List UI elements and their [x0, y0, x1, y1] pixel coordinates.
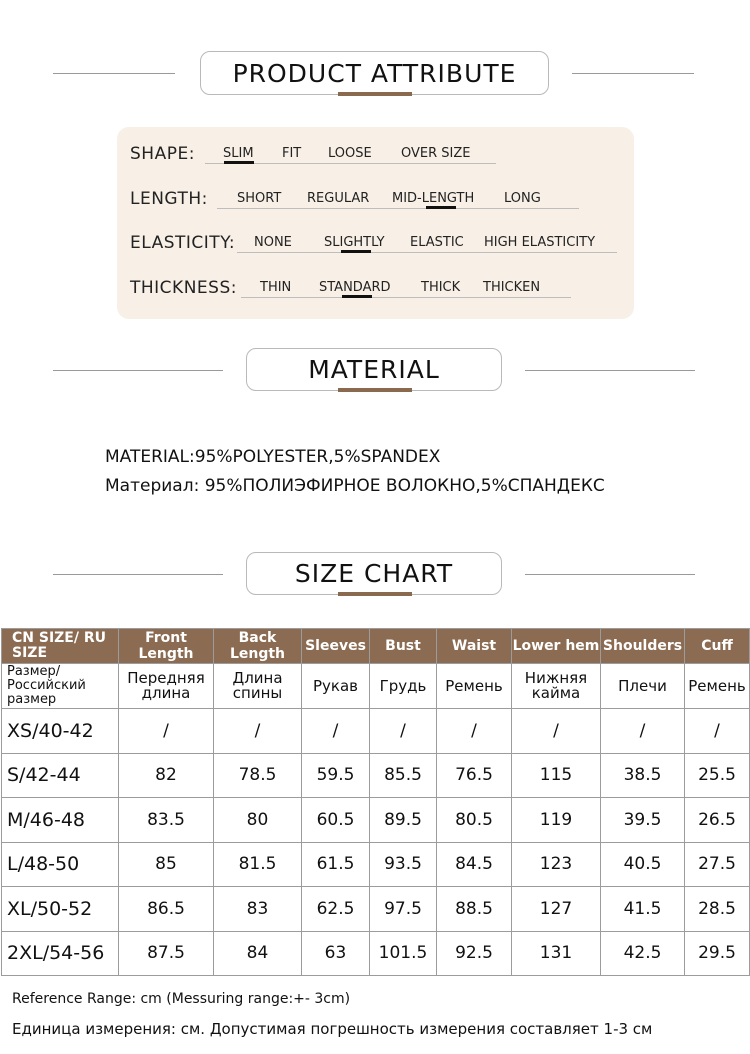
table-cell: 85	[119, 842, 214, 887]
reference-range-note: Reference Range: cm (Messuring range:+- 3cm)	[12, 991, 351, 1007]
title-underline	[338, 388, 412, 392]
table-cell: 127	[512, 887, 601, 932]
table-cell: /	[370, 709, 437, 754]
material-section-title: MATERIAL	[246, 348, 502, 391]
table-row	[2, 798, 750, 843]
size-cell: L/48-50	[2, 842, 119, 887]
table-cell: 97.5	[370, 887, 437, 932]
attribute-row-length	[117, 186, 634, 216]
table-cell: /	[214, 709, 302, 754]
header-cell: Нижняя кайма	[512, 664, 601, 709]
attribute-option: SLIGHTLY	[324, 235, 385, 250]
table-header-ru	[2, 664, 750, 709]
table-header-en	[2, 629, 750, 664]
selected-marker	[426, 206, 456, 209]
header-cell: Ремень	[685, 664, 750, 709]
title-underline	[338, 592, 412, 596]
table-cell: 85.5	[370, 753, 437, 798]
table-cell: 119	[512, 798, 601, 843]
table-cell: 81.5	[214, 842, 302, 887]
size-section-title: SIZE CHART	[246, 552, 502, 595]
table-cell: 42.5	[601, 931, 685, 976]
table-cell: 63	[302, 931, 370, 976]
attribute-option: ELASTIC	[410, 235, 464, 250]
table-cell: 40.5	[601, 842, 685, 887]
header-cell: Shoulders	[601, 629, 685, 664]
header-cell: Размер/ Российский размер	[2, 664, 119, 709]
size-cell: S/42-44	[2, 753, 119, 798]
attribute-option: SHORT	[237, 191, 282, 206]
attribute-option: NONE	[254, 235, 292, 250]
table-cell: /	[437, 709, 512, 754]
attribute-option: THICKEN	[483, 280, 541, 295]
header-cell: Ремень	[437, 664, 512, 709]
attribute-rule	[217, 208, 579, 209]
header-cell: Bust	[370, 629, 437, 664]
attribute-option: THIN	[260, 280, 292, 295]
table-row	[2, 709, 750, 754]
attribute-option: REGULAR	[307, 191, 370, 206]
attribute-option: MID-LENGTH	[392, 191, 475, 206]
header-cell: Sleeves	[302, 629, 370, 664]
table-cell: /	[119, 709, 214, 754]
table-cell: 131	[512, 931, 601, 976]
table-cell: 93.5	[370, 842, 437, 887]
table-cell: 60.5	[302, 798, 370, 843]
header-cell: CN SIZE/ RU SIZE	[2, 629, 119, 664]
attribute-option: THICK	[421, 280, 461, 295]
attribute-label: LENGTH:	[130, 189, 208, 209]
selected-marker	[224, 161, 254, 164]
size-chart-table	[1, 628, 750, 976]
attribute-option: FIT	[282, 146, 302, 161]
attribute-row-thickness	[117, 275, 634, 305]
table-row	[2, 887, 750, 932]
header-cell: Lower hem	[512, 629, 601, 664]
size-cell: XL/50-52	[2, 887, 119, 932]
attribute-label: THICKNESS:	[130, 278, 237, 298]
attribute-section-title: PRODUCT ATTRIBUTE	[200, 51, 549, 95]
material-ru: Материал: 95%ПОЛИЭФИРНОЕ ВОЛОКНО,5%СПАНДЕКС	[105, 476, 605, 496]
header-cell: Front Length	[119, 629, 214, 664]
table-cell: 84	[214, 931, 302, 976]
table-cell: 92.5	[437, 931, 512, 976]
header-cell: Длина спины	[214, 664, 302, 709]
selected-marker	[342, 295, 372, 298]
table-cell: 29.5	[685, 931, 750, 976]
table-cell: 25.5	[685, 753, 750, 798]
divider-right	[572, 73, 694, 74]
table-cell: 89.5	[370, 798, 437, 843]
attribute-option: OVER SIZE	[401, 146, 471, 161]
selected-marker	[341, 250, 371, 253]
size-cell: XS/40-42	[2, 709, 119, 754]
material-en: MATERIAL:95%POLYESTER,5%SPANDEX	[105, 447, 441, 467]
divider-left	[53, 370, 223, 371]
table-cell: 59.5	[302, 753, 370, 798]
table-cell: 83.5	[119, 798, 214, 843]
table-cell: 80	[214, 798, 302, 843]
table-cell: 26.5	[685, 798, 750, 843]
table-cell: 101.5	[370, 931, 437, 976]
table-cell: 86.5	[119, 887, 214, 932]
attribute-option: LOOSE	[328, 146, 372, 161]
divider-right	[525, 370, 695, 371]
header-cell: Cuff	[685, 629, 750, 664]
table-cell: 82	[119, 753, 214, 798]
table-cell: 28.5	[685, 887, 750, 932]
attribute-option: SLIM	[223, 146, 254, 161]
divider-right	[525, 574, 695, 575]
table-cell: 84.5	[437, 842, 512, 887]
table-cell: 41.5	[601, 887, 685, 932]
table-cell: 39.5	[601, 798, 685, 843]
divider-left	[53, 574, 223, 575]
size-cell: M/46-48	[2, 798, 119, 843]
table-cell: 78.5	[214, 753, 302, 798]
table-cell: 88.5	[437, 887, 512, 932]
attribute-row-shape	[117, 141, 634, 171]
attribute-label: SHAPE:	[130, 144, 195, 164]
divider-left	[53, 73, 175, 74]
table-row	[2, 753, 750, 798]
attribute-option: LONG	[504, 191, 541, 206]
attribute-label: ELASTICITY:	[130, 233, 236, 253]
header-cell: Back Length	[214, 629, 302, 664]
table-cell: /	[302, 709, 370, 754]
table-cell: 61.5	[302, 842, 370, 887]
attribute-option: STANDARD	[319, 280, 391, 295]
table-cell: 123	[512, 842, 601, 887]
attribute-option: HIGH ELASTICITY	[484, 235, 596, 250]
table-cell: 38.5	[601, 753, 685, 798]
header-cell: Waist	[437, 629, 512, 664]
table-cell: /	[512, 709, 601, 754]
table-cell: /	[601, 709, 685, 754]
header-cell: Грудь	[370, 664, 437, 709]
attribute-rule	[237, 252, 617, 253]
table-cell: 80.5	[437, 798, 512, 843]
attribute-row-elasticity	[117, 230, 634, 260]
table-cell: 27.5	[685, 842, 750, 887]
title-underline	[338, 92, 412, 96]
header-cell: Плечи	[601, 664, 685, 709]
table-cell: 115	[512, 753, 601, 798]
measurement-note-ru: Единица измерения: см. Допустимая погрешность измерения составляет 1-3 см	[12, 1020, 653, 1038]
attribute-panel	[117, 127, 634, 319]
table-cell: /	[685, 709, 750, 754]
table-cell: 83	[214, 887, 302, 932]
table-cell: 87.5	[119, 931, 214, 976]
table-cell: 62.5	[302, 887, 370, 932]
table-row	[2, 931, 750, 976]
size-cell: 2XL/54-56	[2, 931, 119, 976]
table-cell: 76.5	[437, 753, 512, 798]
header-cell: Рукав	[302, 664, 370, 709]
table-row	[2, 842, 750, 887]
header-cell: Передняя длина	[119, 664, 214, 709]
attribute-rule	[241, 297, 571, 298]
